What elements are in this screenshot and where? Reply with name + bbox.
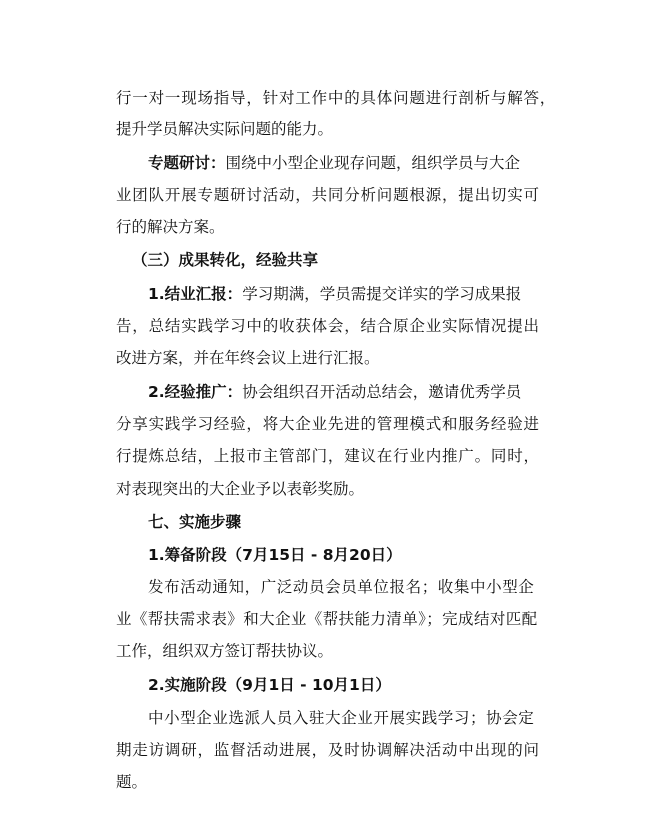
experience-promotion-text: 协会组织召开活动总结会，邀请优秀学员 <box>242 383 522 401</box>
para-line-22: 中小型企业选派人员入驻大企业开展实践学习；协会定 <box>148 709 535 727</box>
para-line-4: 业团队开展专题研讨活动，共同分析问题根源，提出切实可 <box>116 186 540 204</box>
para-line-14: 行提炼总结，上报市主管部门，建议在行业内推广。同时， <box>116 447 540 465</box>
stage-implementation-heading: 2.实施阶段（9月1日 - 10月1日） <box>148 676 391 694</box>
topic-discussion-line <box>148 153 520 173</box>
graduation-report-line <box>148 284 521 304</box>
topic-discussion-text: 围绕中小型企业现存问题，组织学员与大企 <box>225 154 521 172</box>
experience-promotion-line <box>148 382 521 402</box>
topic-discussion-label: 专题研讨： <box>148 154 226 172</box>
para-line-24: 题。 <box>116 773 148 791</box>
para-line-5: 行的解决方案。 <box>116 218 225 236</box>
para-line-18: 发布活动通知，广泛动员会员单位报名；收集中小型企 <box>148 578 535 596</box>
experience-promotion-label: 2.经验推广： <box>148 383 243 401</box>
para-line-19: 业《帮扶需求表》和大企业《帮扶能力清单》；完成结对匹配 <box>116 610 538 628</box>
graduation-report-label: 1.结业汇报： <box>148 285 243 303</box>
section-heading-3: （三）成果转化，经验共享 <box>132 251 319 269</box>
para-line-23: 期走访调研，监督活动进展，及时协调解决活动中出现的问 <box>116 741 540 759</box>
para-line-15: 对表现突出的大企业予以表彰奖励。 <box>116 480 365 498</box>
para-line-2: 提升学员解决实际问题的能力。 <box>116 120 334 138</box>
graduation-report-text: 学习期满，学员需提交详实的学习成果报 <box>242 285 522 303</box>
para-line-10: 改进方案，并在年终会议上进行汇报。 <box>116 349 380 367</box>
stage-preparation-heading: 1.筹备阶段（7月15日 - 8月20日） <box>148 546 402 564</box>
para-line-20: 工作，组织双方签订帮扶协议。 <box>116 642 334 660</box>
para-line-9: 告，总结实践学习中的收获体会，结合原企业实际情况提出 <box>116 317 540 335</box>
section-heading-7: 七、实施步骤 <box>148 513 242 531</box>
para-line-1: 行一对一现场指导，针对工作中的具体问题进行剖析与解答， <box>116 89 557 107</box>
para-line-13: 分享实践学习经验，将大企业先进的管理模式和服务经验进 <box>116 415 540 433</box>
